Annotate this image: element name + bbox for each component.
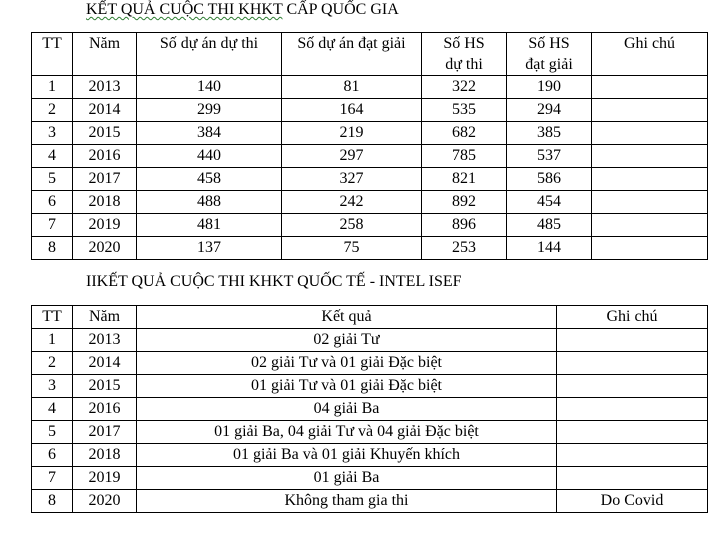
header-so-hs-dat-giai-line2: đạt giải [525, 56, 573, 73]
section1-title-level: CẤP QUỐC GIA [282, 1, 399, 18]
cell-dat-giai: 327 [282, 168, 422, 191]
cell-ket-qua: 01 giải Ba, 04 giải Tư và 04 giải Đặc biệt [137, 421, 557, 444]
cell-ghi-chu [557, 329, 708, 352]
cell-ghi-chu [592, 76, 708, 99]
cell-hs-du-thi: 892 [422, 191, 507, 214]
header-so-du-an-dat-giai: Số dự án đạt giải [282, 33, 422, 76]
cell-hs-du-thi: 682 [422, 122, 507, 145]
cell-ket-qua: 01 giải Ba và 01 giải Khuyến khích [137, 444, 557, 467]
table-row [32, 76, 708, 99]
table-row [32, 99, 708, 122]
cell-ghi-chu [592, 122, 708, 145]
table-row [32, 214, 708, 237]
cell-ghi-chu [592, 168, 708, 191]
header-so-hs-dat-giai-line1: Số HS [528, 35, 570, 52]
cell-dat-giai: 258 [282, 214, 422, 237]
cell-ket-qua: 04 giải Ba [137, 398, 557, 421]
cell-du-thi: 458 [137, 168, 282, 191]
table-row [32, 444, 708, 467]
cell-du-thi: 384 [137, 122, 282, 145]
cell-nam: 2018 [73, 191, 137, 214]
cell-hs-dat-giai: 485 [507, 214, 592, 237]
cell-nam: 2020 [73, 237, 137, 260]
cell-nam: 2018 [73, 444, 137, 467]
cell-tt: 6 [32, 444, 73, 467]
table-row [32, 329, 708, 352]
cell-tt: 3 [32, 375, 73, 398]
cell-tt: 1 [32, 329, 73, 352]
table-header-row [32, 306, 708, 329]
cell-dat-giai: 242 [282, 191, 422, 214]
section1-title-main: KẾT QUẢ CUỘC THI KHKT [86, 1, 283, 18]
cell-tt: 6 [32, 191, 73, 214]
cell-nam: 2019 [73, 214, 137, 237]
cell-nam: 2014 [73, 99, 137, 122]
cell-nam: 2020 [73, 490, 137, 513]
cell-hs-dat-giai: 537 [507, 145, 592, 168]
cell-nam: 2019 [73, 467, 137, 490]
cell-hs-dat-giai: 454 [507, 191, 592, 214]
cell-tt: 1 [32, 76, 73, 99]
cell-tt: 7 [32, 467, 73, 490]
cell-hs-dat-giai: 294 [507, 99, 592, 122]
table-row [32, 191, 708, 214]
cell-ket-qua: 02 giải Tư [137, 329, 557, 352]
table-row [32, 145, 708, 168]
cell-tt: 5 [32, 421, 73, 444]
cell-hs-du-thi: 253 [422, 237, 507, 260]
table-row [32, 490, 708, 513]
cell-ghi-chu [592, 191, 708, 214]
cell-ket-qua: 01 giải Ba [137, 467, 557, 490]
cell-hs-du-thi: 535 [422, 99, 507, 122]
cell-nam: 2015 [73, 122, 137, 145]
header-ghi-chu: Ghi chú [557, 306, 708, 329]
section1-title [86, 1, 399, 19]
cell-nam: 2013 [73, 329, 137, 352]
cell-ghi-chu [557, 421, 708, 444]
cell-hs-dat-giai: 385 [507, 122, 592, 145]
cell-hs-dat-giai: 190 [507, 76, 592, 99]
national-results-table [31, 32, 708, 260]
table-row [32, 421, 708, 444]
cell-ghi-chu [592, 99, 708, 122]
international-results-table [31, 305, 708, 513]
header-so-hs-du-thi-line1: Số HS [443, 35, 485, 52]
cell-nam: 2017 [73, 421, 137, 444]
section2-title: IIKẾT QUẢ CUỘC THI KHKT QUỐC TẾ - INTEL ISEF [86, 273, 462, 290]
cell-nam: 2013 [73, 76, 137, 99]
cell-dat-giai: 164 [282, 99, 422, 122]
cell-du-thi: 481 [137, 214, 282, 237]
cell-dat-giai: 81 [282, 76, 422, 99]
header-nam: Năm [73, 33, 137, 76]
cell-tt: 7 [32, 214, 73, 237]
cell-tt: 3 [32, 122, 73, 145]
cell-ket-qua: Không tham gia thi [137, 490, 557, 513]
cell-ghi-chu [592, 237, 708, 260]
cell-ghi-chu [557, 467, 708, 490]
header-so-du-an-du-thi: Số dự án dự thi [137, 33, 282, 76]
cell-nam: 2017 [73, 168, 137, 191]
cell-du-thi: 488 [137, 191, 282, 214]
cell-du-thi: 440 [137, 145, 282, 168]
header-nam: Năm [73, 306, 137, 329]
cell-dat-giai: 297 [282, 145, 422, 168]
cell-ket-qua: 02 giải Tư và 01 giải Đặc biệt [137, 352, 557, 375]
cell-tt: 5 [32, 168, 73, 191]
table-row [32, 168, 708, 191]
cell-hs-du-thi: 821 [422, 168, 507, 191]
cell-hs-dat-giai: 144 [507, 237, 592, 260]
cell-du-thi: 140 [137, 76, 282, 99]
header-so-hs-du-thi [422, 33, 507, 76]
cell-du-thi: 299 [137, 99, 282, 122]
header-ghi-chu: Ghi chú [592, 33, 708, 76]
header-ket-qua: Kết quả [137, 306, 557, 329]
table-header-row [32, 33, 708, 76]
header-so-hs-dat-giai [507, 33, 592, 76]
cell-du-thi: 137 [137, 237, 282, 260]
cell-ket-qua: 01 giải Tư và 01 giải Đặc biệt [137, 375, 557, 398]
cell-dat-giai: 219 [282, 122, 422, 145]
cell-hs-dat-giai: 586 [507, 168, 592, 191]
header-so-hs-du-thi-line2: dự thi [445, 56, 483, 73]
cell-hs-du-thi: 322 [422, 76, 507, 99]
cell-ghi-chu [557, 444, 708, 467]
cell-nam: 2014 [73, 352, 137, 375]
cell-ghi-chu [592, 145, 708, 168]
cell-ghi-chu [557, 398, 708, 421]
cell-tt: 8 [32, 237, 73, 260]
cell-tt: 2 [32, 352, 73, 375]
header-tt: TT [32, 306, 73, 329]
cell-nam: 2015 [73, 375, 137, 398]
cell-ghi-chu [557, 375, 708, 398]
cell-tt: 4 [32, 398, 73, 421]
table-row [32, 352, 708, 375]
cell-hs-du-thi: 896 [422, 214, 507, 237]
cell-hs-du-thi: 785 [422, 145, 507, 168]
table-row [32, 398, 708, 421]
table-row [32, 237, 708, 260]
cell-dat-giai: 75 [282, 237, 422, 260]
cell-nam: 2016 [73, 398, 137, 421]
cell-nam: 2016 [73, 145, 137, 168]
cell-tt: 4 [32, 145, 73, 168]
table-row [32, 122, 708, 145]
table-row [32, 375, 708, 398]
cell-ghi-chu [557, 352, 708, 375]
cell-ghi-chu: Do Covid [557, 490, 708, 513]
cell-ghi-chu [592, 214, 708, 237]
table-row [32, 467, 708, 490]
cell-tt: 8 [32, 490, 73, 513]
cell-tt: 2 [32, 99, 73, 122]
header-tt: TT [32, 33, 73, 76]
